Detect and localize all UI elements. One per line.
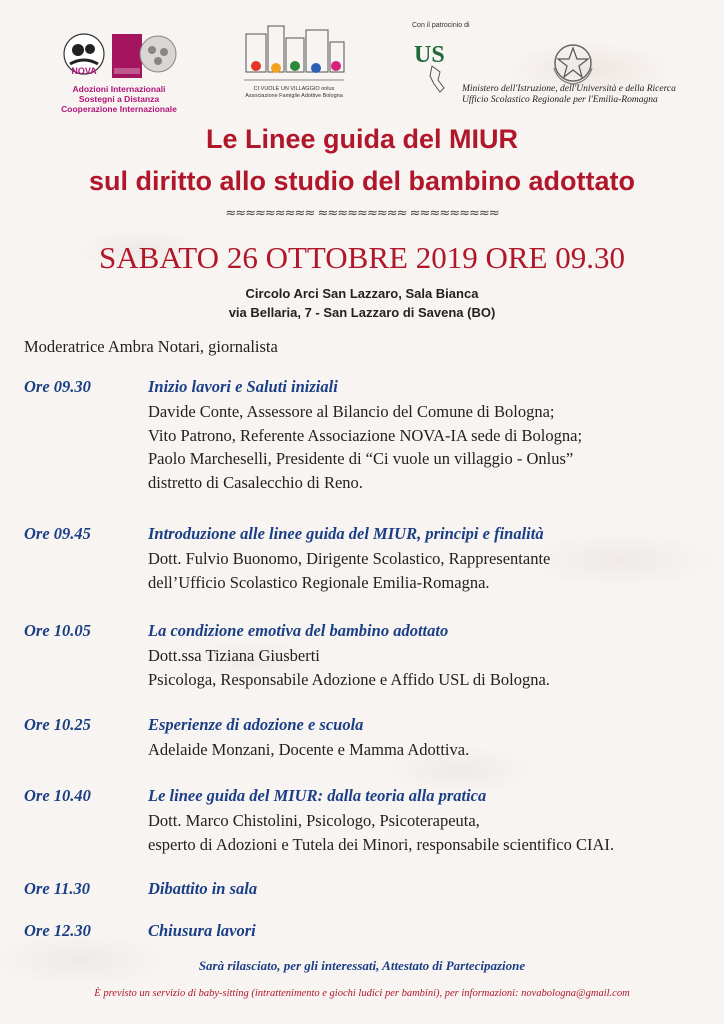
- nova-logo: [60, 30, 178, 82]
- ministero-line: Ministero dell'Istruzione, dell'Università e della Ricerca: [462, 84, 676, 94]
- nova-description: [60, 84, 178, 114]
- program-desc-line: Vito Patrono, Referente Associazione NOVA-IA sede di Bologna;: [148, 425, 583, 445]
- villaggio-caption: [224, 86, 364, 100]
- repubblica-emblem: [548, 38, 598, 88]
- program-time: Ore 10.05: [24, 621, 91, 640]
- event-title-line1: Le Linee guida del MIUR: [205, 124, 519, 154]
- venue-name: Circolo Arci San Lazzaro, Sala Bianca: [245, 286, 479, 301]
- babysitting-note: È previsto un servizio di baby-sitting (intrattenimento e giochi ludici per bambini), per informazioni: novabologna@gmail.com: [94, 988, 630, 999]
- program-topic: Chiusura lavori: [148, 921, 256, 940]
- us-logo: [410, 36, 454, 96]
- program-description: [148, 400, 582, 494]
- program-topic: Esperienze di adozione e scuola: [148, 715, 364, 734]
- venue-address: via Bellaria, 7 - San Lazzaro di Savena (BO): [228, 305, 496, 320]
- program-desc-line: dell’Ufficio Scolastico Regionale Emilia-Romagna.: [148, 572, 490, 592]
- nova-line: Sostegni a Distanza: [78, 94, 160, 104]
- program-desc-line: esperto di Adozioni e Tutela dei Minori, responsabile scientifico CIAI.: [148, 834, 615, 854]
- program-desc-line: Psicologa, Responsabile Adozione e Affido USL di Bologna.: [148, 669, 550, 689]
- patrocinio-label: Con il patrocinio di: [412, 22, 470, 29]
- certificate-note: Sarà rilasciato, per gli interessati, Attestato di Partecipazione: [198, 958, 526, 973]
- us-logo-text: US: [414, 42, 445, 68]
- nova-line: Cooperazione Internazionale: [61, 104, 177, 114]
- program-topic: Introduzione alle linee guida del MIUR, principi e finalità: [148, 524, 544, 543]
- program-desc-line: distretto di Casalecchio di Reno.: [148, 472, 363, 492]
- program-time: Ore 11.30: [24, 879, 90, 898]
- program-desc-line: Adelaide Monzani, Docente e Mamma Adottiva.: [148, 740, 470, 759]
- ministero-line: Ufficio Scolastico Regionale per l'Emilia-Romagna: [462, 95, 658, 105]
- nova-line: Adozioni Internazionali: [72, 84, 166, 94]
- villaggio-logo: [238, 24, 350, 86]
- program-desc-line: Dott. Marco Chistolini, Psicologo, Psicoterapeuta,: [148, 811, 480, 830]
- program-description: [148, 809, 614, 856]
- villaggio-caption-line: CI VUOLE UN VILLAGGIO onlus: [253, 86, 335, 92]
- program-time: Ore 09.30: [24, 377, 91, 396]
- moderator: Moderatrice Ambra Notari, giornalista: [24, 337, 278, 356]
- program-topic: La condizione emotiva del bambino adottato: [148, 621, 449, 640]
- wavy-divider: ≈≈≈≈≈≈≈≈≈ ≈≈≈≈≈≈≈≈≈ ≈≈≈≈≈≈≈≈≈: [225, 206, 499, 221]
- event-date: SABATO 26 OTTOBRE 2019 ORE 09.30: [99, 240, 625, 275]
- program-time: Ore 12.30: [24, 921, 91, 940]
- program-desc-line: Davide Conte, Assessore al Bilancio del Comune di Bologna;: [148, 402, 555, 421]
- nova-logo-word: NOVA: [71, 66, 97, 76]
- program-time: Ore 10.40: [24, 786, 91, 805]
- villaggio-caption-line: Associazione Famiglie Adottive Bologna: [245, 93, 343, 99]
- program-desc-line: Dott. Fulvio Buonomo, Dirigente Scolastico, Rappresentante: [148, 549, 551, 568]
- program-time: Ore 09.45: [24, 524, 91, 543]
- program-description: [148, 547, 550, 594]
- program-topic: Inizio lavori e Saluti iniziali: [148, 377, 338, 396]
- program-desc-line: Paolo Marcheselli, Presidente di “Ci vuole un villaggio - Onlus”: [148, 449, 574, 468]
- program-description: [148, 738, 469, 762]
- program-desc-line: Dott.ssa Tiziana Giusberti: [148, 646, 320, 665]
- program-time: Ore 10.25: [24, 715, 91, 734]
- program-description: [148, 644, 550, 691]
- program-topic: Dibattito in sala: [148, 879, 258, 898]
- program-topic: Le linee guida del MIUR: dalla teoria alla pratica: [148, 786, 487, 805]
- event-title-line2: sul diritto allo studio del bambino adottato: [89, 166, 635, 196]
- ministero-text: [462, 84, 702, 106]
